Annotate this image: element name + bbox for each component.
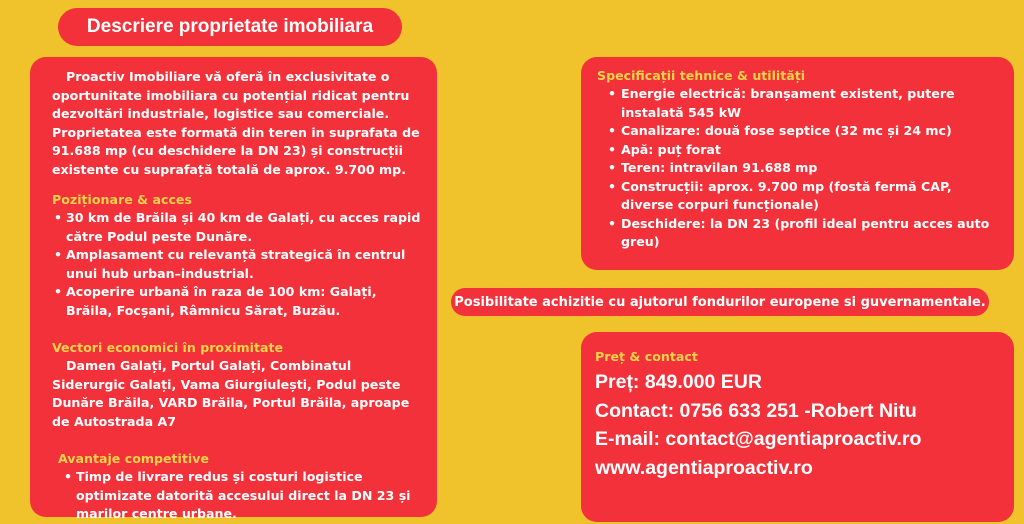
advantages-heading: Avantaje competitive <box>58 451 209 466</box>
list-item: • Apă: puț forat <box>597 141 1002 160</box>
website-link[interactable]: www.agentiaproactiv.ro <box>595 456 813 479</box>
property-description-card <box>30 57 437 521</box>
specs-heading: Specificații tehnice & utilități <box>597 68 806 83</box>
price-contact-card <box>581 332 1014 522</box>
list-item: • Teren: intravilan 91.688 mp <box>597 159 1002 178</box>
email-text[interactable]: E-mail: contact@agentiaproactiv.ro <box>595 428 922 450</box>
positioning-heading: Poziționare & acces <box>52 192 192 207</box>
funding-banner: Posibilitate achizitie cu ajutorul fondurilor europene si guvernamentale. <box>451 288 989 316</box>
specs-list <box>597 85 1002 252</box>
specifications-card <box>581 57 1014 270</box>
vectors-heading: Vectori economici în proximitate <box>52 340 284 355</box>
list-item: • Deschidere: la DN 23 (profil ideal pentru acces auto greu) <box>597 215 1002 252</box>
intro-text: Proactiv Imobiliare vă oferă în exclusivitate o oportunitate imobiliara cu potențial ridicat pentru dezvoltări industriale, logistice sau comerciale. Proprietatea este formată din teren in suprafata de 91.688 mp (cu deschidere la DN 23) și construcții existente cu suprafață totală de aprox. 9.700 mp. <box>52 69 420 177</box>
page-title: Descriere proprietate imobiliara <box>58 8 402 46</box>
list-item: • Amplasament cu relevanță strategică în centrul unui hub urban–industrial. <box>52 246 427 283</box>
list-item: • Energie electrică: branșament existent, putere instalată 545 kW <box>597 85 1002 122</box>
contact-heading: Preț & contact <box>595 349 698 364</box>
positioning-list <box>52 209 427 320</box>
list-item: • Construcții: aprox. 9.700 mp (fostă fermă CAP, diverse corpuri funcționale) <box>597 178 1002 215</box>
phone-text[interactable]: Contact: 0756 633 251 -Robert Nitu <box>595 399 917 422</box>
list-item: • 30 km de Brăila și 40 km de Galați, cu acces rapid către Podul peste Dunăre. <box>52 209 427 246</box>
list-item: • Acoperire urbană în raza de 100 km: Galați, Brăila, Focșani, Râmnicu Sărat, Buzău. <box>52 283 427 320</box>
vectors-text: Damen Galați, Portul Galați, Combinatul Siderurgic Galați, Vama Giurgiulești, Podul peste Dunăre Brăila, VARD Brăila, Portul Brăila, aproape de Autostrada A7 <box>52 358 410 429</box>
price-text: Preț: 849.000 EUR <box>595 371 762 393</box>
list-item: • Timp de livrare redus și costuri logistice optimizate datorită accesului direct la DN 23 și marilor centre urbane. <box>52 468 427 524</box>
list-item: • Canalizare: două fose septice (32 mc și 24 mc) <box>597 122 1002 141</box>
